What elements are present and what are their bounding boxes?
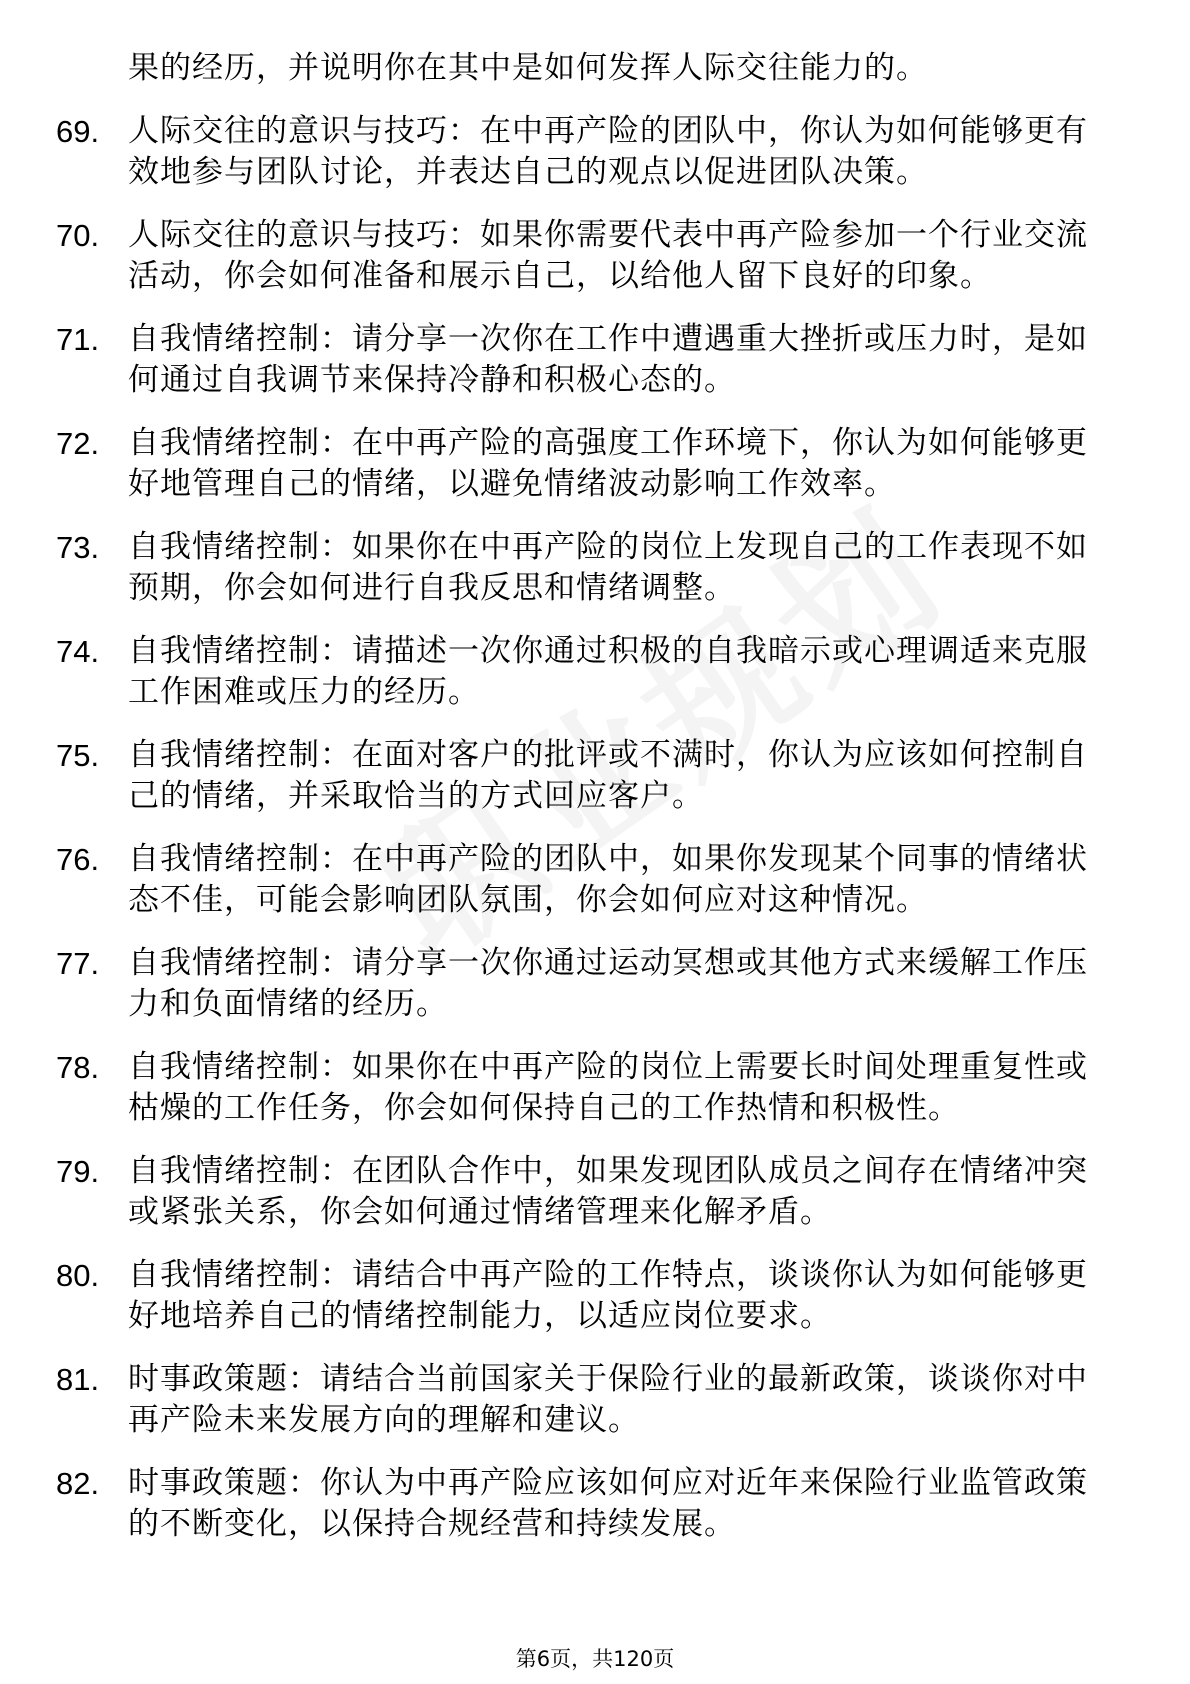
item-number: 69. <box>56 114 100 149</box>
page-footer: 第6页，共120页 <box>515 1647 675 1671</box>
list-item <box>56 735 1110 817</box>
list-item <box>56 423 1110 505</box>
list-item <box>56 1359 1110 1441</box>
item-text: 自我情绪控制：请结合中再产险的工作特点，谈谈你认为如何能够更好地培养自己的情绪控制能力，以适应岗位要求。 <box>128 1257 1088 1334</box>
list-item <box>56 111 1110 193</box>
item-text: 自我情绪控制：请描述一次你通过积极的自我暗示或心理调适来克服工作困难或压力的经历。 <box>128 633 1088 710</box>
item-text: 自我情绪控制：如果你在中再产险的岗位上需要长时间处理重复性或枯燥的工作任务，你会如何保持自己的工作热情和积极性。 <box>128 1049 1088 1126</box>
item-text: 自我情绪控制：在面对客户的批评或不满时，你认为应该如何控制自己的情绪，并采取恰当的方式回应客户。 <box>128 737 1088 814</box>
item-number: 79. <box>56 1154 100 1189</box>
item-number: 71. <box>56 322 100 357</box>
item-text: 自我情绪控制：请分享一次你通过运动冥想或其他方式来缓解工作压力和负面情绪的经历。 <box>128 945 1088 1022</box>
list-item <box>56 1255 1110 1337</box>
list-item <box>56 319 1110 401</box>
item-text: 自我情绪控制：在中再产险的团队中，如果你发现某个同事的情绪状态不佳，可能会影响团队氛围，你会如何应对这种情况。 <box>128 841 1088 918</box>
list-item <box>56 943 1110 1025</box>
item-number: 74. <box>56 634 100 669</box>
item-number: 75. <box>56 738 100 773</box>
item-number: 82. <box>56 1466 100 1501</box>
item-text: 人际交往的意识与技巧：如果你需要代表中再产险参加一个行业交流活动，你会如何准备和展示自己，以给他人留下良好的印象。 <box>128 217 1088 294</box>
list-item <box>56 1047 1110 1129</box>
item-text: 时事政策题：你认为中再产险应该如何应对近年来保险行业监管政策的不断变化，以保持合规经营和持续发展。 <box>128 1465 1088 1542</box>
item-number: 80. <box>56 1258 100 1293</box>
list-item <box>56 1463 1110 1545</box>
list-item <box>56 1151 1110 1233</box>
item-text: 自我情绪控制：在团队合作中，如果发现团队成员之间存在情绪冲突或紧张关系，你会如何通过情绪管理来化解矛盾。 <box>128 1153 1088 1230</box>
continuation-text: 果的经历，并说明你在其中是如何发挥人际交往能力的。 <box>128 50 928 86</box>
item-text: 人际交往的意识与技巧：在中再产险的团队中，你认为如何能够更有效地参与团队讨论，并表达自己的观点以促进团队决策。 <box>128 113 1088 190</box>
item-number: 78. <box>56 1050 100 1085</box>
item-number: 70. <box>56 218 100 253</box>
question-list <box>56 111 1110 1545</box>
item-number: 76. <box>56 842 100 877</box>
item-number: 81. <box>56 1362 100 1397</box>
item-text: 自我情绪控制：在中再产险的高强度工作环境下，你认为如何能够更好地管理自己的情绪，以避免情绪波动影响工作效率。 <box>128 425 1088 502</box>
item-number: 72. <box>56 426 100 461</box>
list-item <box>56 631 1110 713</box>
list-item <box>56 839 1110 921</box>
item-number: 77. <box>56 946 100 981</box>
item-text: 时事政策题：请结合当前国家关于保险行业的最新政策，谈谈你对中再产险未来发展方向的理解和建议。 <box>128 1361 1088 1438</box>
item-text: 自我情绪控制：如果你在中再产险的岗位上发现自己的工作表现不如预期，你会如何进行自我反思和情绪调整。 <box>128 529 1088 606</box>
question-list-content <box>56 48 1110 1545</box>
item-number: 73. <box>56 530 100 565</box>
list-item <box>56 527 1110 609</box>
list-item <box>56 215 1110 297</box>
item-text: 自我情绪控制：请分享一次你在工作中遭遇重大挫折或压力时，是如何通过自我调节来保持冷静和积极心态的。 <box>128 321 1088 398</box>
